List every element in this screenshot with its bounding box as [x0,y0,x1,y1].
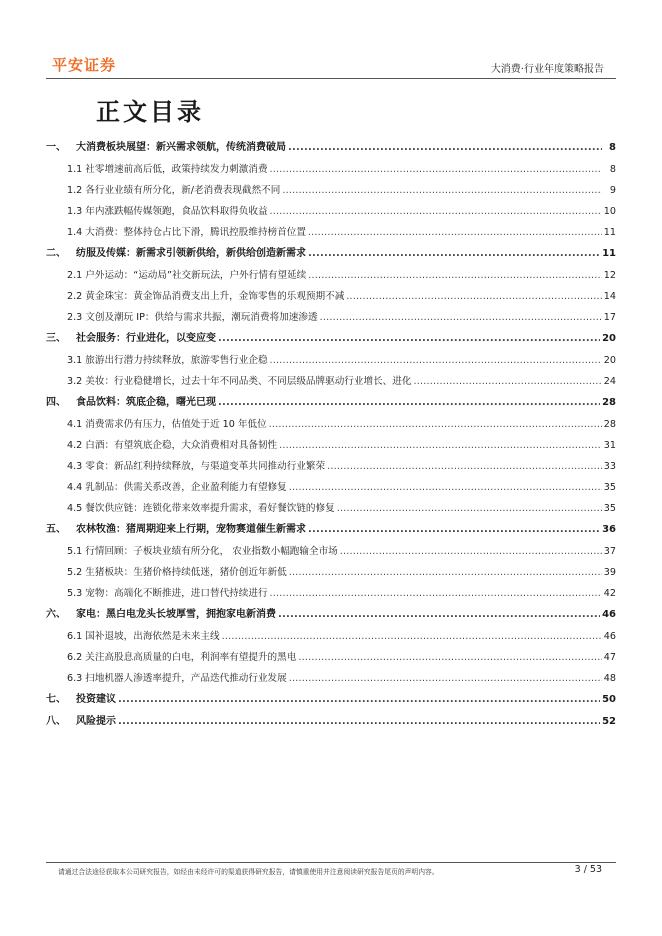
toc-entry-number: 5.1 [67,546,83,557]
toc-dot-leader [288,142,602,154]
toc-dot-leader [413,376,601,388]
toc-entry-number: 3.2 [67,376,83,387]
toc-section-entry[interactable] [46,669,616,690]
toc-dot-leader [346,291,601,303]
toc-chapter-entry[interactable] [46,712,616,734]
toc-entry-number: 3.1 [67,355,83,366]
toc-entry-page: 20 [602,333,616,344]
toc-entry-title: 各行业业绩有所分化，新/老消费表现截然不同 [85,185,281,196]
toc-title: 正文目录 [96,98,204,126]
toc-dot-leader [222,631,602,643]
toc-entry-page: 20 [603,355,616,366]
toc-entry-page: 46 [602,609,616,620]
toc-entry-page: 36 [602,524,616,535]
toc-chapter-entry[interactable] [46,690,616,712]
toc-entry-page: 31 [603,440,616,451]
toc-entry-title: 社会服务：行业进化，以变应变 [76,333,216,344]
toc-dot-leader [298,652,601,664]
toc-dot-leader [270,355,602,367]
toc-section-entry[interactable] [46,563,616,584]
header-divider [46,78,616,79]
toc-entry-page: 24 [603,376,616,387]
toc-entry-page: 10 [603,206,616,217]
toc-dot-leader [270,164,602,176]
toc-entry-page: 28 [603,419,616,430]
toc-section-entry[interactable] [46,181,616,202]
toc-dot-leader [218,397,600,409]
toc-entry-page: 8 [609,142,616,153]
toc-entry-title: 生猪板块：生猪价格持续低迷，猪价创近年新低 [85,567,287,578]
toc-entry-title: 餐饮供应链：连锁化带来效率提升需求，看好餐饮链的修复 [85,503,335,514]
toc-entry-number: 6.1 [67,631,83,642]
toc-entry-number: 5.3 [67,588,83,599]
toc-entry-title: 家电：黑白电龙头长坡厚雪，拥抱家电新消费 [76,609,276,620]
toc-section-entry[interactable] [46,542,616,563]
toc-entry-title: 零食：新品红利持续释放，与渠道变革共同推动行业繁荣 [85,461,326,472]
toc-entry-title: 关注高股息高质量的白电，利润率有望提升的黑电 [85,652,297,663]
toc-dot-leader [278,609,600,621]
toc-entry-number: 一、 [46,142,66,153]
toc-entry-title: 食品饮料：筑底企稳，曙光已现 [76,397,216,408]
toc-entry-page: 9 [609,185,616,196]
toc-entry-page: 42 [603,588,616,599]
toc-entry-title: 白酒：有望筑底企稳，大众消费相对具备韧性 [85,440,278,451]
toc-entry-number: 1.4 [67,227,83,238]
toc-entry-title: 年内涨跌幅传媒领跑，食品饮料取得负收益 [85,206,268,217]
toc-entry-title: 乳制品：供需关系改善，企业盈利能力有望修复 [85,482,287,493]
toc-section-entry[interactable] [46,415,616,436]
toc-dot-leader [289,673,602,685]
toc-dot-leader [118,694,600,706]
toc-entry-number: 2.1 [67,270,83,281]
toc-section-entry[interactable] [46,436,616,457]
toc-dot-leader [218,333,600,345]
toc-entry-page: 14 [603,291,616,302]
toc-entry-page: 8 [609,164,616,175]
toc-entry-number: 五、 [46,524,66,535]
toc-entry-number: 4.3 [67,461,83,472]
toc-section-entry[interactable] [46,287,616,308]
toc-section-entry[interactable] [46,499,616,520]
toc-section-entry[interactable] [46,202,616,223]
toc-entry-number: 2.3 [67,312,83,323]
toc-section-entry[interactable] [46,372,616,393]
toc-entry-title: 文创及潮玩 IP：供给与需求共振，潮玩消费将加速渗透 [85,312,318,323]
toc-entry-number: 6.3 [67,673,83,684]
toc-dot-leader [308,524,600,536]
toc-entry-title: 农林牧渔：猪周期迎来上行期，宠物赛道催生新需求 [76,524,306,535]
toc-entry-number: 6.2 [67,652,83,663]
footer-disclaimer: 请通过合法途径获取本公司研究报告，如经由未经许可的渠道获得研究报告，请慎重使用并注意阅读研究报告尾页的声明内容。 [58,868,439,876]
toc-entry-title: 大消费：整体持仓占比下滑，腾讯控股维持榜首位置 [85,227,306,238]
toc-entry-title: 消费需求仍有压力，估值处于近 10 年低位 [85,419,267,430]
toc-dot-leader [270,588,602,600]
toc-entry-page: 11 [603,227,616,238]
toc-section-entry[interactable] [46,266,616,287]
toc-entry-page: 50 [602,694,616,705]
toc-chapter-entry[interactable] [46,520,616,542]
toc-dot-leader [282,185,602,197]
toc-entry-title: 国补退坡，出海依然是未来主线 [85,631,220,642]
toc-entry-number: 4.1 [67,419,83,430]
toc-dot-leader [308,248,600,260]
toc-dot-leader [340,546,602,558]
toc-entry-title: 黄金珠宝：黄金饰品消费支出上升，金饰零售的乐观预期不减 [85,291,345,302]
toc-entry-page: 17 [603,312,616,323]
toc-entry-number: 5.2 [67,567,83,578]
toc-entry-page: 46 [603,631,616,642]
toc-entry-page: 35 [603,482,616,493]
toc-entry-number: 八、 [46,716,66,727]
toc-entry-page: 47 [603,652,616,663]
toc-entry-title: 社零增速前高后低，政策持续发力刺激消费 [85,164,268,175]
toc-entry-page: 52 [602,716,616,727]
toc-entry-number: 2.2 [67,291,83,302]
toc-section-entry[interactable] [46,648,616,669]
toc-dot-leader [118,716,600,728]
toc-entry-number: 六、 [46,609,66,620]
toc-chapter-entry[interactable] [46,605,616,627]
toc-section-entry[interactable] [46,627,616,648]
toc-section-entry[interactable] [46,584,616,605]
toc-entry-page: 12 [603,270,616,281]
toc-entry-page: 28 [602,397,616,408]
toc-section-entry[interactable] [46,351,616,372]
toc-dot-leader [279,440,602,452]
toc-entry-number: 1.2 [67,185,83,196]
toc-entry-title: 行情回顾：子板块业绩有所分化， 农业指数小幅跑输全市场 [85,546,338,557]
toc-dot-leader [337,503,602,515]
toc-entry-title: 户外运动：“运动局”社交新玩法，户外行情有望延续 [85,270,307,281]
toc-entry-page: 37 [603,546,616,557]
toc-entry-number: 三、 [46,333,66,344]
toc-entry-title: 美妆：行业稳健增长，过去十年不同品类、不同层级品牌驱动行业增长、进化 [85,376,412,387]
toc-entry-title: 纺服及传媒：新需求引领新供给，新供给创造新需求 [76,248,306,259]
toc-entry-number: 七、 [46,694,66,705]
toc-entry-title: 风险提示 [76,716,116,727]
toc-chapter-entry[interactable] [46,329,616,351]
toc-dot-leader [308,270,602,282]
toc-entry-title: 旅游出行潜力持续释放，旅游零售行业企稳 [85,355,268,366]
footer-divider [46,862,616,863]
toc-dot-leader [270,206,602,218]
toc-entry-page: 33 [603,461,616,472]
toc-entry-number: 1.3 [67,206,83,217]
toc-section-entry[interactable] [46,223,616,244]
toc-entry-number: 四、 [46,397,66,408]
table-of-contents [46,138,616,734]
toc-entry-page: 35 [603,503,616,514]
toc-entry-page: 48 [603,673,616,684]
toc-entry-title: 宠物：高端化不断推进，进口替代持续进行 [85,588,268,599]
toc-dot-leader [269,419,602,431]
toc-dot-leader [289,482,602,494]
report-type: 大消费·行业年度策略报告 [490,64,604,75]
toc-dot-leader [289,567,602,579]
toc-entry-number: 二、 [46,248,66,259]
toc-section-entry[interactable] [46,160,616,181]
toc-chapter-entry[interactable] [46,244,616,266]
toc-entry-title: 大消费板块展望：新兴需求领航，传统消费破局 [76,142,286,153]
toc-chapter-entry[interactable] [46,393,616,415]
toc-entry-number: 4.5 [67,503,83,514]
toc-section-entry[interactable] [46,478,616,499]
toc-dot-leader [327,461,602,473]
toc-entry-number: 1.1 [67,164,83,175]
toc-dot-leader [308,227,602,239]
toc-section-entry[interactable] [46,308,616,329]
page-number: 3 / 53 [574,864,602,875]
toc-dot-leader [320,312,602,324]
toc-section-entry[interactable] [46,457,616,478]
toc-entry-page: 39 [603,567,616,578]
toc-entry-title: 投资建议 [76,694,116,705]
toc-entry-page: 11 [602,248,616,259]
toc-entry-number: 4.2 [67,440,83,451]
toc-entry-number: 4.4 [67,482,83,493]
toc-entry-title: 扫地机器人渗透率提升，产品迭代推动行业发展 [85,673,287,684]
toc-chapter-entry[interactable] [46,138,616,160]
company-logo: 平安证券 [52,56,117,74]
